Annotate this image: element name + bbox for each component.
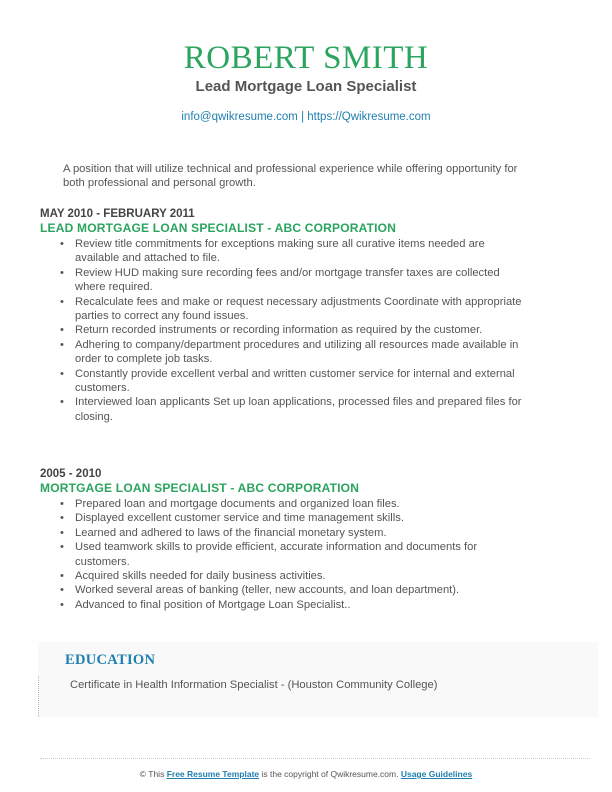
job-bullet: • Displayed excellent customer service and time management skills. (75, 511, 530, 525)
job-bullet: • Recalculate fees and make or request necessary adjustments Coordinate with appropriate parties to correct any found issues. (75, 295, 530, 324)
job-title: MORTGAGE LOAN SPECIALIST - ABC CORPORATION (40, 481, 360, 495)
job-dates: 2005 - 2010 (40, 468, 102, 480)
education-divider (38, 676, 39, 717)
education-item: Certificate in Health Information Specialist - (Houston Community College) (70, 679, 438, 691)
experience-entry (40, 467, 530, 612)
job-bullet: • Interviewed loan applicants Set up loan applications, processed files and prepared files for closing. (75, 395, 530, 424)
website-link[interactable]: https://Qwikresume.com (307, 111, 431, 123)
job-bullet: • Advanced to final position of Mortgage Loan Specialist.. (75, 598, 530, 612)
job-title: LEAD MORTGAGE LOAN SPECIALIST - ABC CORPORATION (40, 221, 397, 235)
job-bullet: • Used teamwork skills to provide efficient, accurate information and documents for customers. (75, 540, 530, 569)
job-bullet: • Review title commitments for exceptions making sure all curative items needed are available and attached to file. (75, 237, 530, 266)
job-bullet: • Review HUD making sure recording fees and/or mortgage transfer taxes are collected where required. (75, 266, 530, 295)
footer-copyright: is the copyright of Qwikresume.com. (259, 769, 401, 779)
job-bullets (40, 237, 530, 424)
footer (0, 769, 612, 779)
job-bullet: • Return recorded instruments or recording information as required by the customer. (75, 323, 530, 337)
job-dates: MAY 2010 - FEBRUARY 2011 (40, 208, 195, 220)
job-bullet: • Acquired skills needed for daily business activities. (75, 569, 530, 583)
contact-separator: | (297, 111, 308, 123)
job-bullets (40, 497, 530, 612)
footer-prefix: © This (139, 769, 167, 779)
job-bullet: • Adhering to company/department procedures and utilizing all resources made available in order to complete job tasks. (75, 338, 530, 367)
summary-text: A position that will utilize technical and professional experience while offering opportunity for both professional and personal growth. (63, 163, 518, 189)
job-bullet: • Constantly provide excellent verbal and written customer service for internal and external customers. (75, 367, 530, 396)
contact-line (0, 110, 612, 124)
education-heading: EDUCATION (65, 652, 156, 668)
job-bullet: • Worked several areas of banking (teller, new accounts, and loan department). (75, 583, 530, 597)
experience-entry (40, 207, 530, 424)
candidate-name: ROBERT SMITH (183, 40, 429, 76)
usage-guidelines-link[interactable]: Usage Guidelines (400, 769, 473, 779)
job-bullet: • Prepared loan and mortgage documents and organized loan files. (75, 497, 530, 511)
email-link[interactable]: info@qwikresume.com (181, 111, 298, 123)
job-bullet: • Learned and adhered to laws of the financial monetary system. (75, 526, 530, 540)
free-resume-template-link[interactable]: Free Resume Template (166, 769, 260, 779)
footer-divider (40, 758, 590, 759)
candidate-title: Lead Mortgage Loan Specialist (195, 78, 417, 95)
